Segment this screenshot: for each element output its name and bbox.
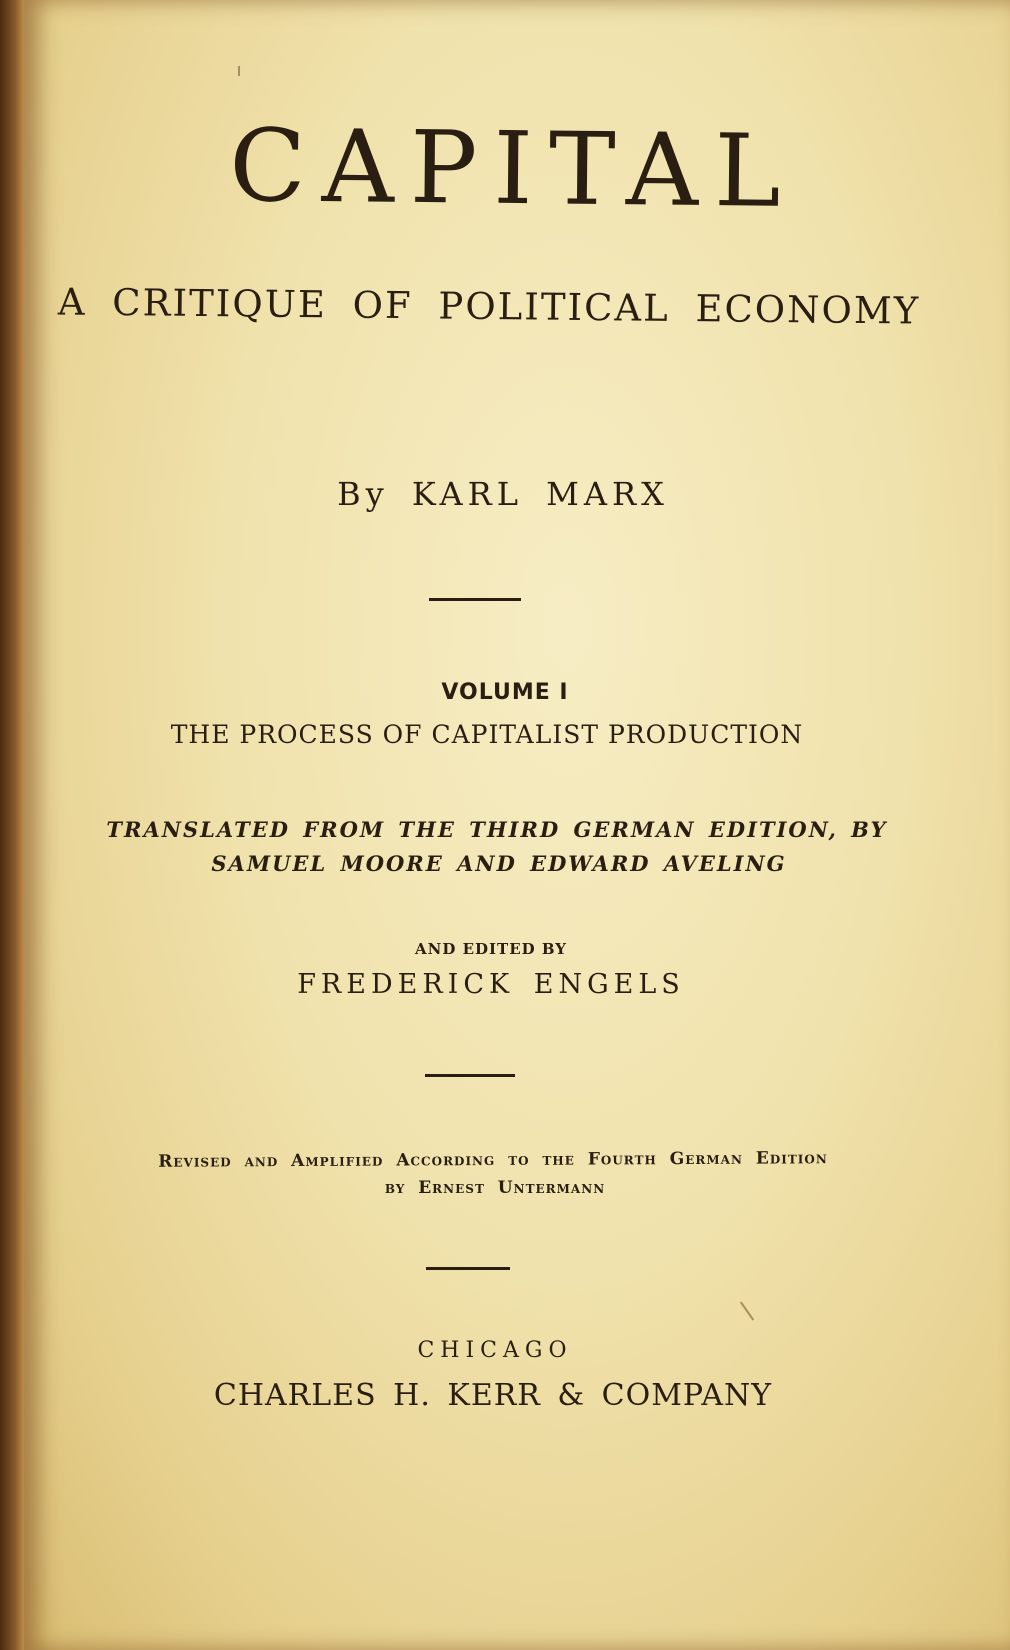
divider-rule [425, 1074, 515, 1077]
volume-number: VOLUME I [441, 680, 569, 705]
translation-credit-line-2: SAMUEL MOORE AND EDWARD AVELING [211, 851, 787, 876]
volume-title: THE PROCESS OF CAPITALIST PRODUCTION [170, 720, 804, 749]
paper-mark [740, 1301, 754, 1320]
publisher-name: CHARLES H. KERR & COMPANY [213, 1378, 773, 1413]
translation-credit-line-1: TRANSLATED FROM THE THIRD GERMAN EDITION, BY [106, 817, 888, 842]
paper-mark [238, 66, 240, 76]
divider-rule [429, 598, 521, 601]
author-byline: By KARL MARX [337, 475, 669, 513]
title-page [24, 0, 1010, 1650]
revision-note-line-1: Revised and Amplified According to the Fourth German Edition [158, 1148, 828, 1172]
editor-name: FREDERICK ENGELS [297, 969, 685, 1000]
publication-place: CHICAGO [417, 1338, 573, 1363]
edited-by-label: AND EDITED BY [415, 940, 567, 958]
divider-rule [426, 1267, 510, 1270]
book-title: CAPITAL [228, 107, 798, 230]
revision-note-line-2: by Ernest Untermann [384, 1178, 606, 1198]
book-subtitle: A CRITIQUE OF POLITICAL ECONOMY [57, 280, 921, 333]
